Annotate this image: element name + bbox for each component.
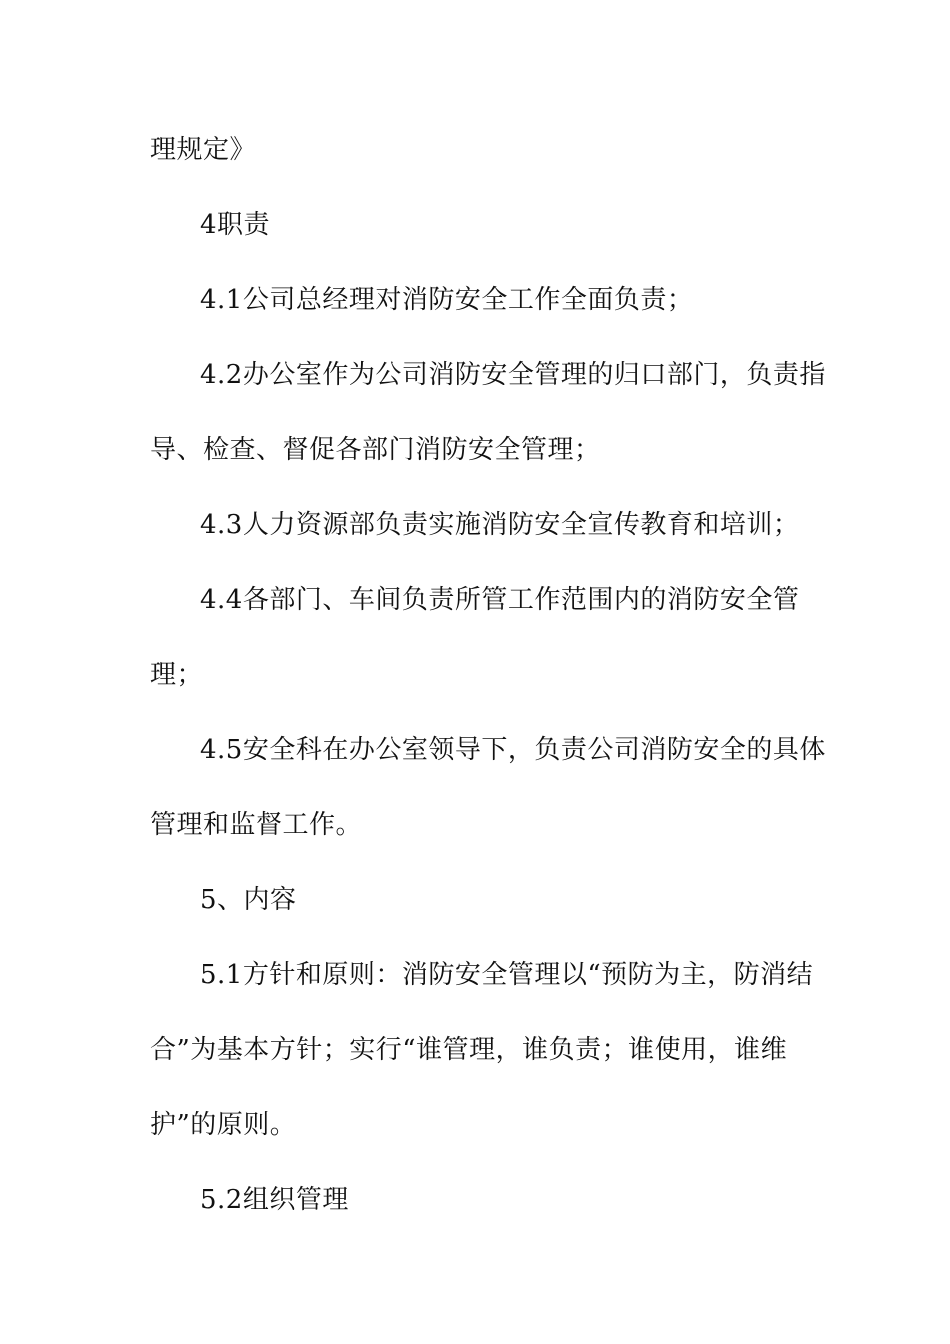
text-line: 理规定》 [150, 135, 257, 165]
text-line: 4.3人力资源部负责实施消防安全宣传教育和培训； [200, 510, 800, 540]
text-line: 4.1公司总经理对消防安全工作全面负责； [200, 285, 694, 315]
text-line: 5.1方针和原则：消防安全管理以“预防为主，防消结 [200, 960, 814, 990]
text-line: 4.5安全科在办公室领导下，负责公司消防安全的具体 [200, 735, 826, 765]
section-heading-content: 5、内容 [200, 885, 297, 915]
text-line: 护”的原则。 [150, 1110, 297, 1140]
text-line: 4.2办公室作为公司消防安全管理的归口部门，负责指 [200, 360, 826, 390]
text-line: 合”为基本方针；实行“谁管理，谁负责；谁使用，谁维 [150, 1035, 788, 1065]
text-line: 4.4各部门、车间负责所管工作范围内的消防安全管 [200, 585, 800, 615]
text-line: 导、检查、督促各部门消防安全管理； [150, 435, 601, 465]
text-line: 理； [150, 660, 204, 690]
text-line: 管理和监督工作。 [150, 810, 363, 840]
subsection-heading-organization: 5.2组织管理 [200, 1185, 349, 1215]
section-heading-responsibilities: 4职责 [200, 210, 271, 240]
